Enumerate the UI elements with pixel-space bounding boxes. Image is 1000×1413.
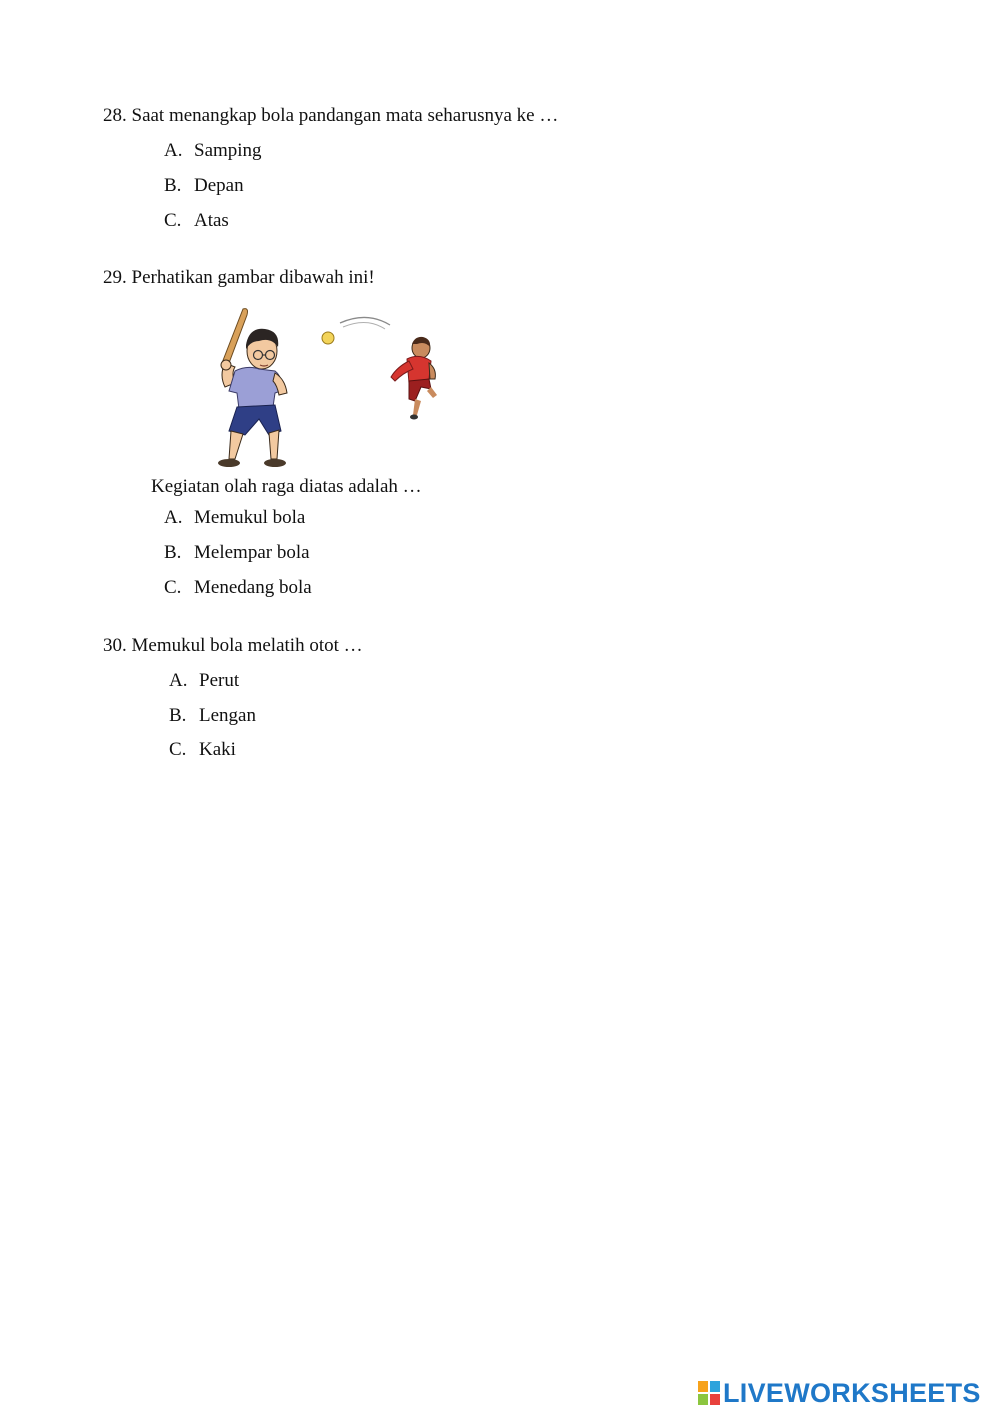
- option-30-a[interactable]: [169, 671, 239, 690]
- pitcher-figure: [391, 337, 437, 420]
- question-28: [103, 106, 558, 125]
- ball-trail: [340, 317, 390, 329]
- question-text: Memukul bola melatih otot …: [131, 635, 363, 656]
- option-text: Depan: [194, 175, 244, 196]
- option-letter: B.: [164, 542, 182, 563]
- question-number: 30.: [103, 635, 127, 656]
- option-30-b[interactable]: [169, 706, 256, 725]
- option-text: Melempar bola: [194, 542, 310, 563]
- question-29-prompt: Kegiatan olah raga diatas adalah …: [151, 476, 422, 497]
- option-text: Atas: [194, 210, 229, 231]
- option-letter: B.: [169, 705, 187, 726]
- option-28-b[interactable]: [164, 176, 244, 195]
- mark-tile: [709, 1393, 721, 1406]
- baseball-illustration: [185, 303, 445, 475]
- question-text: Perhatikan gambar dibawah ini!: [131, 267, 375, 288]
- option-28-a[interactable]: [164, 141, 262, 160]
- liveworksheets-mark-icon: [697, 1380, 721, 1406]
- option-letter: A.: [164, 507, 183, 528]
- option-text: Samping: [194, 140, 262, 161]
- question-text: Saat menangkap bola pandangan mata seharusnya ke …: [131, 105, 559, 126]
- option-letter: B.: [164, 175, 182, 196]
- ball: [322, 332, 334, 344]
- question-30: [103, 636, 363, 655]
- option-28-c[interactable]: [164, 211, 229, 230]
- question-number: 28.: [103, 105, 127, 126]
- liveworksheets-wordmark: LIVEWORKSHEETS: [723, 1377, 981, 1408]
- option-29-b[interactable]: [164, 543, 310, 562]
- mark-tile: [697, 1393, 709, 1406]
- mark-tile: [697, 1380, 709, 1393]
- question-number: 29.: [103, 267, 127, 288]
- option-30-c[interactable]: [169, 740, 236, 759]
- option-29-c[interactable]: [164, 578, 312, 597]
- option-letter: C.: [169, 739, 187, 760]
- option-letter: A.: [164, 140, 183, 161]
- option-text: Memukul bola: [194, 507, 306, 528]
- option-letter: C.: [164, 210, 182, 231]
- question-29: [103, 268, 375, 287]
- option-29-a[interactable]: [164, 508, 305, 527]
- option-text: Perut: [199, 670, 240, 691]
- option-letter: A.: [169, 670, 188, 691]
- option-text: Kaki: [199, 739, 236, 760]
- liveworksheets-logo[interactable]: [697, 1378, 981, 1408]
- mark-tile: [709, 1380, 721, 1393]
- batter-figure: [218, 309, 287, 467]
- option-text: Menedang bola: [194, 577, 312, 598]
- option-text: Lengan: [199, 705, 256, 726]
- option-letter: C.: [164, 577, 182, 598]
